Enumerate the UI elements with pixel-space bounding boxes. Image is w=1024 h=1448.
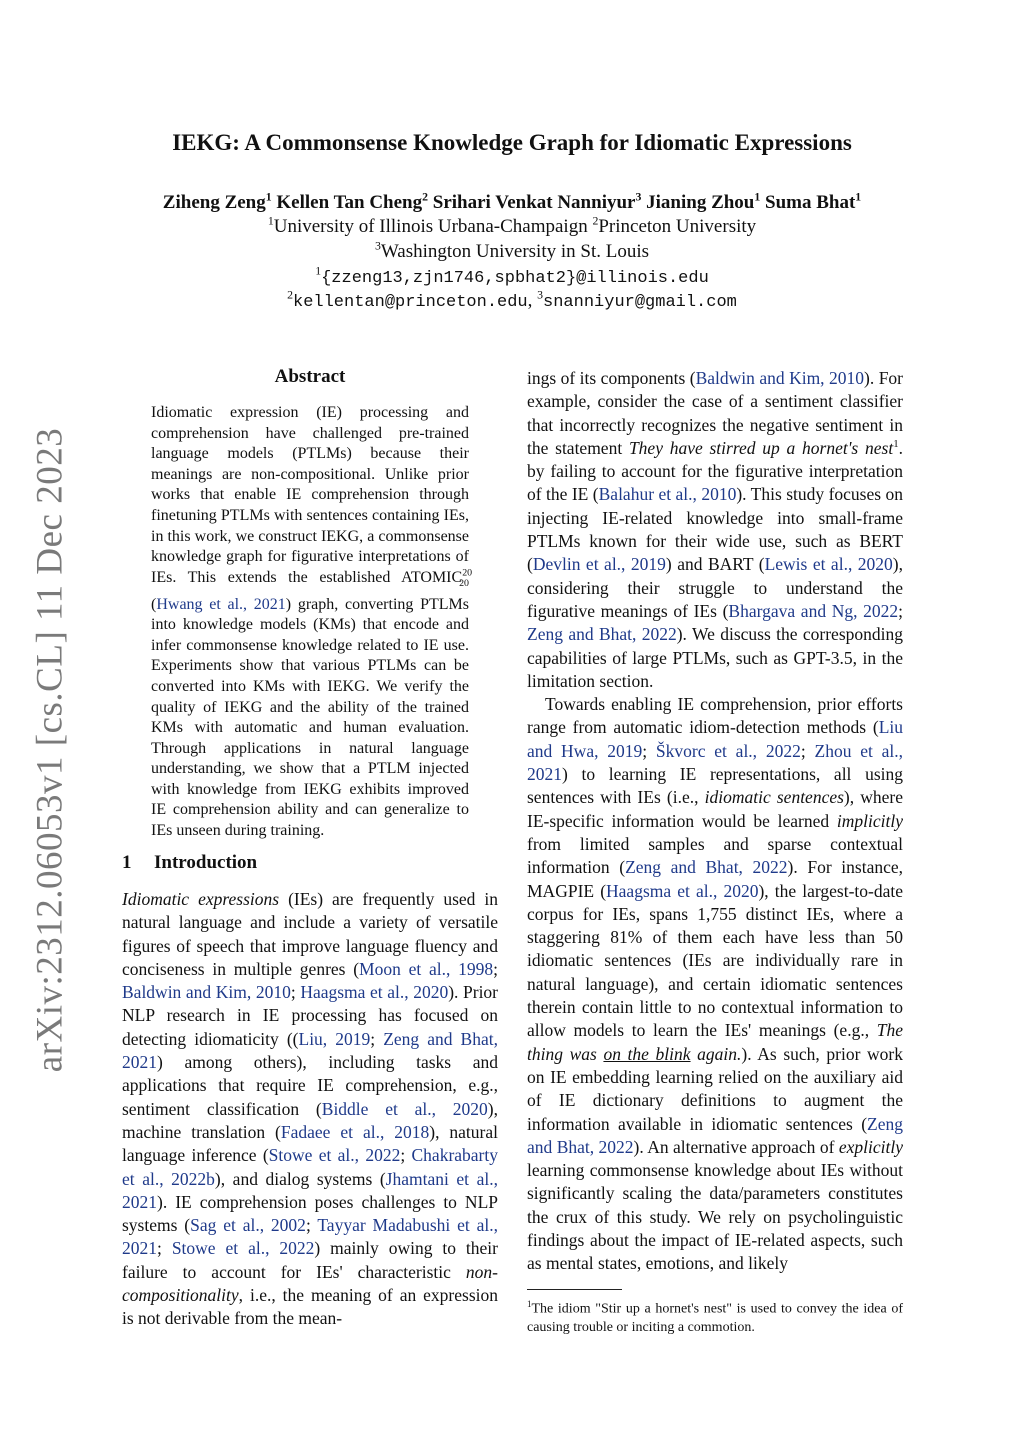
body-text: ) to learning IE representations, all using sentences with IEs (i.e., bbox=[527, 764, 903, 808]
body-text: ). Prior NLP research in IE processing has focused on detecting idiomaticity (( bbox=[122, 982, 499, 1049]
citation-link[interactable]: Zeng and Bhat, 2022 bbox=[527, 1113, 903, 1157]
citation-link[interactable]: Lewis et al., 2020 bbox=[764, 554, 893, 575]
emphasis: explicitly bbox=[838, 1136, 903, 1157]
email-line-1 bbox=[0, 266, 1024, 288]
citation-link[interactable]: Haagsma et al., 2020 bbox=[300, 982, 449, 1003]
citation-link[interactable]: Zhou et al., 2021 bbox=[527, 740, 904, 785]
email-mark: 3 bbox=[537, 288, 544, 302]
paragraph: Idiomatic expressions (IEs) are frequently used in natural language and include a variety of versatile figures of speech that improve language fluency and conciseness in multiple genres (Moon et al., 1998; Baldwin and Kim, 2010; Haagsma et al., 2020). Prior NLP research in IE processing has focused on detecting idiomaticity ((Liu, 2019; Zeng and Bhat, 2021) among others), including tasks and applications that require IE comprehension, e.g., sentiment classification (Biddle et al., 2020), machine translation (Fadaee et al., 2018), natural language inference (Stowe et al., 2022; Chakrabarty et al., 2022b), and dialog systems (Jhamtani et al., 2021). IE comprehension poses challenges to NLP systems (Sag et al., 2002; Tayyar Madabushi et al., 2021; Stowe et al., 2022) mainly owing to their failure to account for IEs' characteristic non-compositionality, i.e., the meaning of an expression is not derivable from the mean- bbox=[122, 889, 499, 1329]
author-list bbox=[0, 192, 1024, 214]
body-text: ings of its components ( bbox=[527, 368, 696, 388]
citation-link[interactable]: Jhamtani et al., 2021 bbox=[122, 1168, 498, 1212]
email-mark: 1 bbox=[315, 264, 322, 278]
body-text: ), considering their struggle to understand the figurative meanings of IEs ( bbox=[527, 554, 903, 621]
citation-link[interactable]: Zeng and Bhat, 2021 bbox=[122, 1028, 498, 1073]
paragraph: ings of its components (Baldwin and Kim, 2010). For example, consider the case of a sentiment classifier that incorrectly recognizes the negative sentiment in the statement They have stirred up a hornet's nest$^1$. by failing to account for the figurative interpretation of the IE (Balahur et al., 2010). This study focuses on injecting IE-related knowledge into small-frame PTLMs known for their wide use, such as BERT (Devlin et al., 2019) and BART (Lewis et al., 2020), considering their struggle to understand the figurative meanings of IEs (Bhargava and Ng, 2022; Zeng and Bhat, 2022). We discuss the corresponding capabilities of large PTLMs, such as GPT-3.5, in the limitation section. bbox=[527, 368, 904, 691]
section-number: 1 bbox=[122, 852, 132, 873]
example-text: The thing was bbox=[527, 1020, 903, 1064]
body-text: ). This study focuses on injecting IE-related knowledge into small-frame PTLMs known for their wide use, such as BERT ( bbox=[527, 484, 903, 575]
footnote-mark: 1 bbox=[527, 1299, 532, 1309]
body-text: ). An alternative approach of bbox=[633, 1136, 839, 1157]
affiliation-mark: 1 bbox=[267, 214, 274, 228]
citation-link[interactable]: Biddle et al., 2020 bbox=[321, 1098, 488, 1119]
body-text: ), natural language inference ( bbox=[122, 1121, 498, 1166]
author-name: Ziheng Zeng bbox=[162, 192, 266, 213]
citation-link[interactable]: Liu, 2019 bbox=[298, 1028, 371, 1049]
paragraph: Towards enabling IE comprehension, prior efforts range from automatic idiom-detection methods (Liu and Hwa, 2019; Škvorc et al., 2022; Zhou et al., 2021) to learning IE representations, all using sentences with IEs (i.e., idiomatic sentences), where IE-specific information would be learned implicitly from limited samples and sparse contextual information (Zeng and Bhat, 2022). For instance, MAGPIE (Haagsma et al., 2020), the largest-to-date corpus for IEs, spans 1,755 distinct IEs, where a staggering 81% of them each have less than 50 idiomatic sentences (IEs are individually rare in natural language), and certain idiomatic sentences therein contain little to no contextual information to allow models to learn the IEs' meanings (e.g., The thing was on the blink again.). As such, prior work on IE embedding learning relied on the auxiliary aid of IE dictionary definitions to augment the information available in idiomatic sentences (Zeng and Bhat, 2022). An alternative approach of explicitly learning commonsense knowledge about IEs without significantly scaling the data/parameters constitutes the crux of this study. We rely on psycholinguistic findings about the impact of IE-related aspects, such as mental states, emotions, and likely bbox=[527, 694, 904, 1274]
affiliation: Princeton University bbox=[598, 216, 757, 237]
author-mark: 1 bbox=[754, 190, 761, 204]
citation-link[interactable]: Stowe et al., 2022 bbox=[268, 1145, 401, 1166]
body-text: . by failing to account for the figurative interpretation of the IE ( bbox=[527, 437, 903, 505]
citation-link[interactable]: Tayyar Madabushi et al., 2021 bbox=[122, 1215, 499, 1259]
intro-right-column bbox=[527, 367, 903, 1276]
author-name: Srihari Venkat Nanniyur bbox=[432, 192, 636, 213]
emphasis: non-compositionality bbox=[122, 1261, 498, 1306]
citation-link[interactable]: Devlin et al., 2019 bbox=[532, 554, 666, 575]
emphasis: idiomatic sentences bbox=[704, 787, 844, 808]
citation-link[interactable]: Chakrabarty et al., 2022b bbox=[122, 1145, 498, 1189]
body-text: learning commonsense knowledge about IEs without significantly scaling the data/parameters constitutes the crux of this study. We rely on psycholinguistic findings about the impact of IE-related aspects, such as mental states, emotions, and likely bbox=[527, 1160, 903, 1274]
body-text: ), the largest-to-date corpus for IEs, spans 1,755 distinct IEs, where a staggering 81% of them each have less than 50 idiomatic sentences (IEs are individually rare in natural language), and certain idiomatic sentences therein contain little to no contextual information to allow models to learn the IEs' meanings (e.g., bbox=[527, 880, 904, 1041]
email-mark: 2 bbox=[287, 288, 293, 302]
body-text: ). IE comprehension poses challenges to NLP systems ( bbox=[122, 1191, 498, 1236]
author-name: Jianing Zhou bbox=[646, 192, 755, 213]
body-text: ). For instance, MAGPIE ( bbox=[527, 857, 903, 901]
section-heading bbox=[122, 852, 257, 874]
abstract-text: Idiomatic expression (IE) processing and comprehension have challenged pre-trained language models (PTLMs) because their meanings are non-compositional. Unlike prior works that enable IE comprehension through finetuning PTLMs with sentences containing IEs, in this work, we construct IEKG, a commonsense knowledge graph for figurative interpretations of IEs. This extends the established ATOMIC bbox=[151, 404, 469, 586]
body-text: (IEs) are frequently used in natural language and include a variety of versatile figures of speech that improve language fluency and conciseness in multiple genres ( bbox=[122, 889, 499, 979]
atomic-subscript: 20 bbox=[459, 577, 469, 589]
body-text: , i.e., the meaning of an expression is not derivable from the mean- bbox=[122, 1285, 498, 1329]
citation-link[interactable]: Balahur et al., 2010 bbox=[598, 484, 737, 505]
affiliation-mark: 3 bbox=[374, 239, 381, 253]
emphasis: implicitly bbox=[836, 810, 903, 831]
body-text: ), where IE-specific information would be learned bbox=[527, 787, 904, 831]
author-mark: 1 bbox=[265, 190, 272, 204]
author-mark: 3 bbox=[635, 190, 642, 204]
example-sentence: They have stirred up a hornet's nest bbox=[628, 437, 894, 458]
email-line-2: $^2$kellentan@princeton.edu, $^3$snanniyur@gmail.com bbox=[287, 288, 737, 312]
citation-link[interactable]: Moon et al., 1998 bbox=[359, 958, 494, 979]
body-text: ) and BART ( bbox=[665, 554, 765, 575]
footnote-mark[interactable]: 1 bbox=[893, 438, 899, 451]
section-title: Introduction bbox=[154, 852, 258, 873]
example-text: again. bbox=[690, 1043, 742, 1064]
citation-link[interactable]: Hwang et al., 2021 bbox=[156, 595, 286, 613]
citation-link[interactable]: Baldwin and Kim, 2010 bbox=[695, 368, 865, 388]
body-text: ). We discuss the corresponding capabilities of large PTLMs, such as GPT-3.5, in the limitation section. bbox=[527, 624, 903, 691]
citation-link[interactable]: Stowe et al., 2022 bbox=[171, 1238, 315, 1259]
atomic-superscript: 20 bbox=[462, 567, 473, 579]
author-mark: 1 bbox=[855, 190, 862, 204]
author-mark: 2 bbox=[422, 190, 428, 204]
footnote bbox=[527, 1295, 903, 1337]
body-text: ). For example, consider the case of a sentiment classifier that incorrectly recognizes the negative sentiment in the statement bbox=[527, 368, 904, 458]
arxiv-sidebar bbox=[25, 427, 75, 1073]
citation-link[interactable]: Zeng and Bhat, 2022 bbox=[527, 624, 677, 645]
citation-link[interactable]: Zeng and Bhat, 2022 bbox=[625, 857, 788, 878]
citation-link[interactable]: Fadaee et al., 2018 bbox=[280, 1121, 430, 1142]
affiliation: Washington University in St. Louis bbox=[380, 241, 650, 262]
body-text: from limited samples and sparse contextual information ( bbox=[527, 833, 903, 878]
citation-link[interactable]: Baldwin and Kim, 2010 bbox=[122, 982, 291, 1003]
body-text: ), and dialog systems ( bbox=[214, 1168, 386, 1189]
emphasis: Idiomatic expressions bbox=[122, 889, 280, 909]
affiliation: University of Illinois Urbana-Champaign bbox=[273, 216, 588, 237]
body-text: ) among others), including tasks and applications that require IE comprehension, e.g., sentiment classification ( bbox=[122, 1052, 498, 1119]
affiliation-mark: 2 bbox=[592, 214, 599, 228]
arxiv-identifier: arXiv:2312.06053v1 [cs.CL] 11 Dec 2023 bbox=[29, 427, 71, 1073]
email[interactable]: snanniyur@gmail.com bbox=[543, 293, 737, 312]
author-name: Suma Bhat bbox=[765, 192, 856, 213]
intro-left-column bbox=[122, 888, 498, 1331]
abstract-body: Idiomatic expression (IE) processing and comprehension have challenged pre-trained language models (PTLMs) because their meanings are non-compositional. Unlike prior works that enable IE comprehension through finetuning PTLMs with sentences containing IEs, in this work, we construct IEKG, a commonsense knowledge graph for figurative interpretations of IEs. This extends the established $ATOMIC^{20}_{20}$ (Hwang et al., 2021) graph, converting PTLMs into knowledge models (KMs) that encode and infer commonsense knowledge related to IE use. Experiments show that various PTLMs can be converted into KMs with IEKG. We verify the quality of IEKG and the ability of the trained KMs with automatic and human evaluation. Through applications in natural language understanding, we show that a PTLM injected with knowledge from IEKG exhibits improved IE comprehension ability and can generalize to IEs unseen during training. bbox=[151, 404, 473, 840]
body-text: ), machine translation ( bbox=[122, 1098, 498, 1142]
abstract-heading: Abstract bbox=[274, 366, 346, 387]
body-text: ). As such, prior work on IE embedding learning relied on the auxiliary aid of IE dictionary definitions to augment the information available in idiomatic sentences ( bbox=[527, 1043, 903, 1134]
email[interactable]: {zzeng13,zjn1746,spbhat2}@illinois.edu bbox=[321, 269, 709, 288]
citation-link[interactable]: Bhargava and Ng, 2022 bbox=[728, 600, 899, 621]
citation-link[interactable]: Sag et al., 2002 bbox=[190, 1215, 306, 1236]
author-name: Kellen Tan Cheng bbox=[276, 192, 423, 213]
citation-link[interactable]: Haagsma et al., 2020 bbox=[606, 880, 759, 901]
underlined-idiom: on the blink bbox=[603, 1043, 691, 1064]
citation-link[interactable]: Škvorc et al., 2022 bbox=[655, 740, 801, 761]
footnote-divider bbox=[527, 1289, 622, 1290]
body-text: ) mainly owing to their failure to account for IEs' characteristic bbox=[122, 1238, 498, 1282]
paper-title: IEKG: A Commonsense Knowledge Graph for Idiomatic Expressions bbox=[172, 130, 852, 155]
body-text: Towards enabling IE comprehension, prior efforts range from automatic idiom-detection methods ( bbox=[527, 694, 903, 738]
affiliation-line-2 bbox=[0, 241, 1024, 263]
citation-link[interactable]: Liu and Hwa, 2019 bbox=[527, 717, 903, 761]
email[interactable]: kellentan@princeton.edu bbox=[293, 293, 528, 312]
footnote-text: The idiom "Stir up a hornet's nest" is used to convey the idea of causing trouble or inciting a commotion. bbox=[527, 1301, 903, 1335]
affiliation-line-1 bbox=[0, 216, 1024, 238]
abstract-text: graph, converting PTLMs into knowledge models (KMs) that encode and infer commonsense knowledge related to IE use. Experiments show that various PTLMs can be converted into KMs with IEKG. We verify the quality of IEKG and the ability of the trained KMs with automatic and human evaluation. Through applications in natural language understanding, we show that a PTLM injected with knowledge from IEKG exhibits improved IE comprehension ability and can generalize to IEs unseen during training. bbox=[151, 595, 470, 840]
